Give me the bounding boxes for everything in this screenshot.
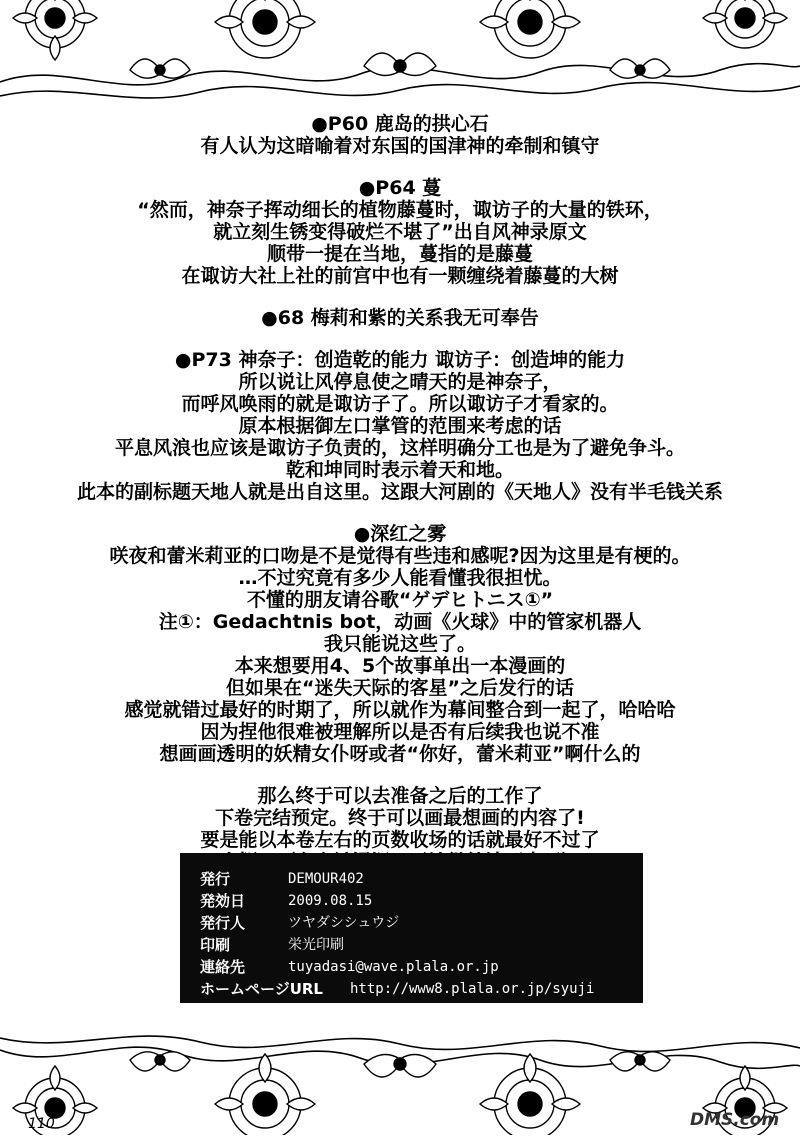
closing-line: 要是能以本卷左右的页数收场的话就最好不过了 bbox=[200, 829, 600, 851]
colophon-label: 発行 bbox=[200, 870, 231, 888]
colophon-box bbox=[180, 853, 643, 1003]
note-line: 就立刻生锈变得破烂不堪了”出自风神录原文 bbox=[213, 221, 587, 243]
site-watermark: DMS.com bbox=[690, 1110, 780, 1130]
note-line: 此本的副标题天地人就是出自这里。这跟大河剧的《天地人》没有半毛钱关系 bbox=[76, 481, 723, 503]
note-title-mist: ●深红之雾 bbox=[353, 523, 447, 545]
colophon-value: 2009.08.15 bbox=[288, 893, 373, 909]
colophon-value: DEMOUR402 bbox=[288, 871, 364, 887]
note-title-p73: ●P73 神奈子：创造乾的能力 诹访子：创造坤的能力 bbox=[174, 349, 626, 371]
colophon-row-printer bbox=[200, 934, 643, 956]
note-line: 原本根据御左口掌管的范围来考虑的话 bbox=[238, 415, 562, 437]
colophon-label: 印刷 bbox=[200, 936, 231, 954]
note-line: 有人认为这暗喻着对东国的国津神的牵制和镇守 bbox=[200, 135, 600, 157]
homepage-link[interactable]: http://www8.plala.or.jp/syuji bbox=[350, 981, 595, 997]
note-line: 在诹访大社上社的前宫中也有一颗缠绕着藤蔓的大树 bbox=[181, 265, 619, 287]
note-line: 本来想要用4、5个故事单出一本漫画的 bbox=[234, 655, 566, 677]
colophon-label: 発行人 bbox=[200, 914, 246, 932]
note-line: …不过究竟有多少人能看懂我很担忧。 bbox=[238, 567, 562, 589]
note-title-p68: ●68 梅莉和紫的关系我无可奉告 bbox=[261, 307, 539, 329]
colophon-label: 発効日 bbox=[200, 892, 246, 910]
note-line: 不懂的朋友请谷歌“ゲデヒトニス①” bbox=[246, 589, 554, 611]
closing-line: 那么终于可以去准备之后的工作了 bbox=[257, 785, 543, 807]
note-line: 但如果在“迷失天际的客星”之后发行的话 bbox=[226, 677, 574, 699]
colophon-value: ツヤダシシュウジ bbox=[288, 915, 400, 931]
note-line: 我只能说这些了。 bbox=[323, 633, 476, 655]
note-line: 平息风浪也应该是诹访子负责的，这样明确分工也是为了避免争斗。 bbox=[114, 437, 685, 459]
note-line: 顺带一提在当地，蔓指的是藤蔓 bbox=[266, 243, 533, 265]
floral-border-bottom bbox=[0, 1020, 800, 1135]
page-number: 110 bbox=[28, 1116, 55, 1132]
note-line: 感觉就错过最好的时期了，所以就作为幕间整合到一起了，哈哈哈 bbox=[124, 699, 676, 721]
note-line: 所以说让风停息使之晴天的是神奈子， bbox=[238, 371, 562, 393]
note-line: 注①：Gedachtnis bot，动画《火球》中的管家机器人 bbox=[158, 611, 642, 633]
colophon-label: ホームページURL bbox=[200, 980, 323, 998]
note-title-p60: ●P60 鹿岛的拱心石 bbox=[311, 113, 489, 135]
contact-email[interactable]: tuyadasi@wave.plala.or.jp bbox=[288, 959, 499, 975]
note-line: 想画画透明的妖精女仆呀或者“你好，蕾米莉亚”啊什么的 bbox=[159, 743, 641, 765]
closing-line: 下卷完结预定。终于可以画最想画的内容了! bbox=[215, 807, 585, 829]
colophon-value: 栄光印刷 bbox=[288, 937, 344, 953]
floral-border-top bbox=[0, 0, 800, 115]
colophon-row-publisher bbox=[200, 868, 643, 890]
colophon-row-author bbox=[200, 912, 643, 934]
colophon-label: 連絡先 bbox=[200, 958, 246, 976]
note-line: 而呼风唤雨的就是诹访子了。所以诹访子才看家的。 bbox=[181, 393, 619, 415]
afterword-notes bbox=[20, 113, 780, 873]
colophon-row-contact bbox=[200, 956, 643, 978]
colophon-row-date bbox=[200, 890, 643, 912]
note-line: “然而，神奈子挥动细长的植物藤蔓时，诹访子的大量的铁环， bbox=[137, 199, 663, 221]
note-line: 咲夜和蕾米莉亚的口吻是不是觉得有些违和感呢?因为这里是有梗的。 bbox=[109, 545, 691, 567]
colophon-row-homepage bbox=[200, 978, 643, 1000]
note-line: 因为捏他很难被理解所以是否有后续我也说不准 bbox=[200, 721, 600, 743]
note-line: 乾和坤同时表示着天和地。 bbox=[285, 459, 514, 481]
note-title-p64: ●P64 蔓 bbox=[358, 177, 442, 199]
